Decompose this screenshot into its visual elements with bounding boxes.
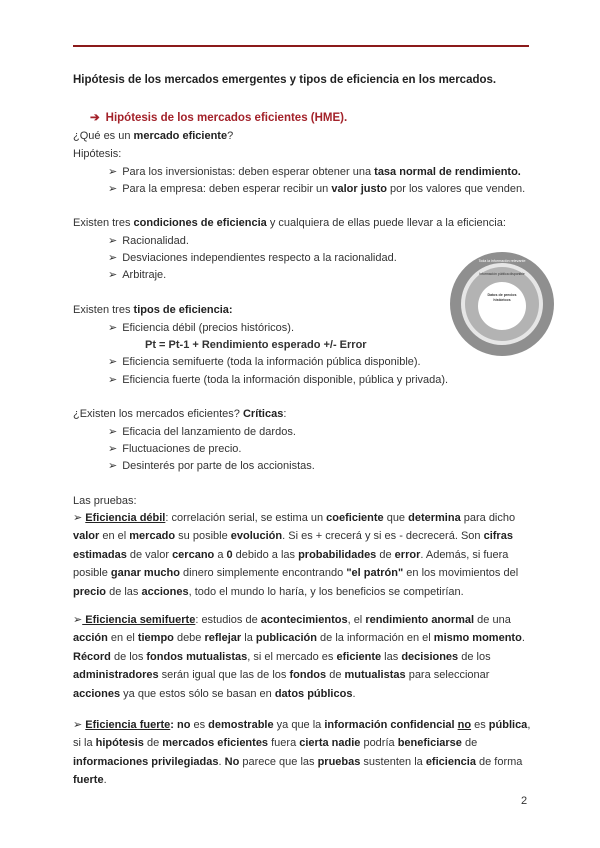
efficiency-circles-diagram <box>446 251 558 357</box>
pruebas-label: Las pruebas: <box>73 495 137 507</box>
list-item: ➢ Arbitraje. <box>108 269 167 281</box>
list-item: ➢ Eficiencia débil (precios históricos). <box>108 322 295 334</box>
page-title: Hipótesis de los mercados emergentes y tipos de eficiencia en los mercados. <box>73 74 497 86</box>
bullet-icon: ➢ <box>108 166 118 178</box>
paragraph-semifuerte: ➢ Eficiencia semifuerte: estudios de acontecimientos, el rendimiento anormal de una acción en el tiempo debe reflejar la publicación de la información en el mismo momento. Récord de los fondos mutualistas, si el mercado es eficiente las decisiones de los administradores serán igual que las de los fondos de mutualistas para seleccionar acciones ya que estos sólo se basan en datos públicos. <box>73 614 525 700</box>
bullet-icon: ➢ <box>108 356 118 368</box>
inner-label-box <box>486 293 518 319</box>
inner-label: Datos de precios históricos <box>487 293 517 302</box>
list-item: ➢ Racionalidad. <box>108 235 189 247</box>
bullet-icon: ➢ <box>108 269 118 281</box>
bullet-icon: ➢ <box>108 252 118 264</box>
criticas-intro: ¿Existen los mercados eficientes? Críticas: <box>73 408 287 420</box>
bullet-icon: ➢ <box>73 614 83 626</box>
bullet-icon: ➢ <box>108 460 118 472</box>
list-item: ➢ Desinterés por parte de los accionistas. <box>108 460 315 472</box>
condiciones-intro: Existen tres condiciones de eficiencia y cualquiera de ellas puede llevar a la eficiencia: <box>73 217 506 229</box>
bullet-icon: ➢ <box>108 443 118 455</box>
tipos-intro: Existen tres tipos de eficiencia: <box>73 304 233 316</box>
hipotesis-label: Hipótesis: <box>73 148 122 160</box>
list-item: ➢ Para la empresa: deben esperar recibir un valor justo por los valores que venden. <box>108 183 526 195</box>
paragraph-debil: ➢ Eficiencia débil: correlación serial, se estima un coeficiente que determina para dicho valor en el mercado su posible evolución. Si es + crecerá y si es - decrecerá. Son cifras estimadas de valor cercano a 0 debido a las probabilidades de error. Además, si fuera posible ganar mucho dinero simplemente encontrando "el patrón" en los movimientos del precio de las acciones, todo el mundo lo haría, y los beneficios se competirían. <box>73 512 519 598</box>
list-item: ➢ Para los inversionistas: deben esperar obtener una tasa normal de rendimiento. <box>108 166 521 178</box>
arrow-icon: ➔ <box>90 112 100 124</box>
section-heading-text: Hipótesis de los mercados eficientes (HME). <box>105 112 348 124</box>
list-item: ➢ Desviaciones independientes respecto a la racionalidad. <box>108 252 397 264</box>
bullet-icon: ➢ <box>108 374 118 386</box>
bullet-icon: ➢ <box>73 512 83 524</box>
bullet-icon: ➢ <box>108 426 118 438</box>
page-number: 2 <box>521 795 528 807</box>
list-item: ➢ Eficiencia fuerte (toda la información disponible, pública y privada). <box>108 374 449 386</box>
bullet-icon: ➢ <box>73 719 83 731</box>
bullet-icon: ➢ <box>108 235 118 247</box>
question-mercado: ¿Qué es un mercado eficiente? <box>73 130 234 142</box>
formula: Pt = Pt-1 + Rendimiento esperado +/- Error <box>145 339 367 351</box>
list-item: ➢ Eficiencia semifuerte (toda la información pública disponible). <box>108 356 421 368</box>
list-item: ➢ Eficacia del lanzamiento de dardos. <box>108 426 296 438</box>
header-rule <box>73 45 529 47</box>
middle-label: Información pública disponible <box>479 272 525 276</box>
section-heading <box>90 111 347 125</box>
list-item: ➢ Fluctuaciones de precio. <box>108 443 242 455</box>
outer-label: Toda la información relevante <box>478 259 526 263</box>
bullet-icon: ➢ <box>108 322 118 334</box>
bullet-icon: ➢ <box>108 183 118 195</box>
paragraph-fuerte: ➢ Eficiencia fuerte: no es demostrable ya que la información confidencial no es pública, si la hipótesis de mercados eficientes fuera cierta nadie podría beneficiarse de informaciones privilegiadas. No parece que las pruebas sustenten la eficiencia de forma fuerte. <box>73 719 531 787</box>
